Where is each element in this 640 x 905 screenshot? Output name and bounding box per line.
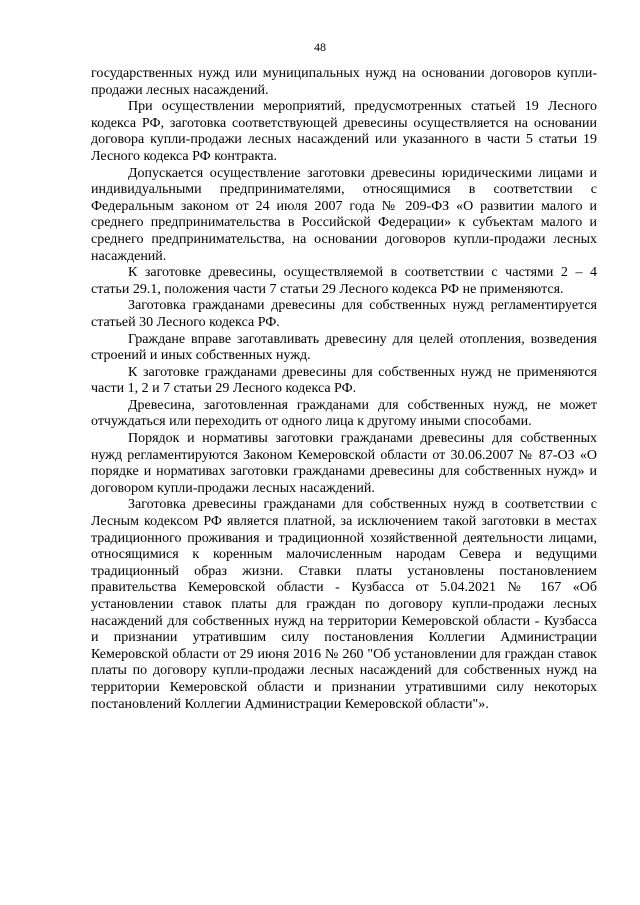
paragraph: Граждане вправе заготавливать древесину для целей отопления, возведения строений и иных собственных нужд. [91, 331, 597, 364]
paragraph: Заготовка древесины гражданами для собственных нужд в соответствии с Лесным кодексом РФ является платной, за исключением такой заготовки в местах традиционного проживания и традиционной хозяйственной деятельности лицами, относящимися к коренным малочисленным народам Севера и ведущими традиционный образ жизни. Ставки платы установлены постановлением правительства Кемеровской области - Кузбасса от 5.04.2021 № 167 «Об установлении ставок платы для граждан по договору купли-продажи лесных насаждений для собственных нужд на территории Кемеровской области - Кузбасса и признании утратившим силу постановления Коллегии Администрации Кемеровской области от 29 июня 2016 № 260 "Об установлении для граждан ставок платы по договору купли-продажи лесных насаждений для собственных нужд на территории Кемеровской области и признании утратившими силу некоторых постановлений Коллегии Администрации Кемеровской области"». [91, 497, 597, 712]
page-number: 48 [314, 40, 326, 54]
paragraph: Допускается осуществление заготовки древесины юридическими лицами и индивидуальными предпринимателями, относящимися в соответствии с Федеральным законом от 24 июля 2007 года № 209-ФЗ «О развитии малого и среднего предпринимательства в Российской Федерации» к субъектам малого и среднего предпринимательства, на основании договоров купли-продажи лесных насаждений. [91, 165, 597, 264]
paragraph-continuation: государственных нужд или муниципальных нужд на основании договоров купли-продажи лесных насаждений. [91, 66, 597, 98]
paragraph: При осуществлении мероприятий, предусмотренных статьей 19 Лесного кодекса РФ, заготовка соответствующей древесины осуществляется на основании договора купли-продажи лесных насаждений или указанного в части 5 статьи 19 Лесного кодекса РФ контракта. [91, 99, 597, 164]
document-body [91, 66, 597, 713]
paragraph: Порядок и нормативы заготовки гражданами древесины для собственных нужд регламентируются Законом Кемеровской области от 30.06.2007 № 87-ОЗ «О порядке и нормативах заготовки гражданами древесины для собственных нужд» и договором купли-продажи лесных насаждений. [91, 431, 597, 496]
paragraph: Заготовка гражданами древесины для собственных нужд регламентируется статьей 30 Лесного кодекса РФ. [91, 298, 597, 330]
paragraph: Древесина, заготовленная гражданами для собственных нужд, не может отчуждаться или переходить от одного лица к другому иными способами. [91, 397, 597, 430]
paragraph: К заготовке гражданами древесины для собственных нужд не применяются части 1, 2 и 7 статьи 29 Лесного кодекса РФ. [91, 364, 597, 397]
paragraph: К заготовке древесины, осуществляемой в соответствии с частями 2 – 4 статьи 29.1, положения части 7 статьи 29 Лесного кодекса РФ не применяются. [91, 265, 597, 297]
